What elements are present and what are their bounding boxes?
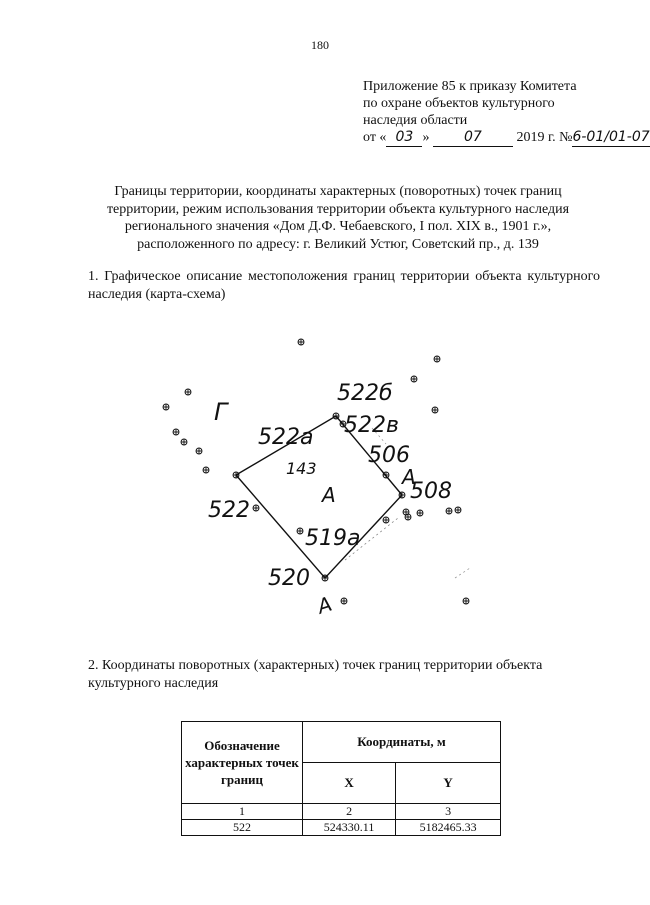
label-143: 143 <box>286 459 317 478</box>
section-1-heading: 1. Графическое описание местоположения границ территории объекта культурного наследия (карта-схема) <box>88 269 600 302</box>
point-marker <box>333 413 339 419</box>
label-letter-a-center: А <box>322 483 336 507</box>
point-marker <box>405 514 411 520</box>
date-year: 2019 г. № <box>516 130 573 145</box>
table-row <box>182 820 501 836</box>
label-520: 520 <box>268 566 310 591</box>
label-508: 508 <box>410 479 452 504</box>
label-letter-a-bottom: А <box>314 591 335 619</box>
point-marker <box>434 356 440 362</box>
boundary-map <box>0 320 640 620</box>
label-letter-a-right: А <box>402 465 416 489</box>
point-marker <box>341 598 347 604</box>
point-marker <box>196 448 202 454</box>
label-506: 506 <box>368 443 410 468</box>
point-marker <box>411 376 417 382</box>
point-marker <box>399 492 405 498</box>
date-day: 03 <box>386 129 422 147</box>
point-marker <box>163 404 169 410</box>
header-y: Y <box>396 763 501 804</box>
point-marker <box>253 505 259 511</box>
header-coordinates: Координаты, м <box>303 722 501 763</box>
appendix-header <box>363 78 650 147</box>
cell-point: 522 <box>182 820 303 836</box>
date-prefix: от « <box>363 130 387 145</box>
label-522a: 522а <box>258 425 314 450</box>
point-marker <box>233 472 239 478</box>
label-522: 522 <box>208 498 250 523</box>
cell-y: 5182465.33 <box>396 820 501 836</box>
point-marker <box>203 467 209 473</box>
point-marker <box>298 339 304 345</box>
cell-x: 524330.11 <box>303 820 396 836</box>
point-marker <box>463 598 469 604</box>
label-519a: 519а <box>305 526 361 551</box>
date-month: 07 <box>433 129 513 147</box>
point-marker <box>297 528 303 534</box>
point-marker <box>432 407 438 413</box>
coordinates-table <box>181 721 501 836</box>
point-marker <box>322 575 328 581</box>
document-title: Границы территории, координаты характерных (поворотных) точек границ территории, режим использования территории объекта культурного наследия регионального значения «Дом Д.Ф. Чебаевского, I пол. XIX в., 1901 г.», расположенного по адресу: г. Великий Устюг, Советский пр., д. 139 <box>106 184 570 252</box>
appendix-line-3: наследия области <box>363 113 468 128</box>
column-number: 2 <box>303 804 396 820</box>
appendix-date-line <box>363 129 650 147</box>
date-mid: » <box>422 130 430 145</box>
label-letter-g: Г <box>214 398 228 426</box>
point-marker <box>185 389 191 395</box>
label-522v: 522в <box>344 413 399 438</box>
point-marker <box>173 429 179 435</box>
point-marker <box>383 472 389 478</box>
point-marker <box>446 508 452 514</box>
order-number: 6-01/01-07 <box>572 129 650 145</box>
point-marker <box>181 439 187 445</box>
column-number: 1 <box>182 804 303 820</box>
section-2-heading: 2. Координаты поворотных (характерных) точек границ территории объекта культурного наследия <box>88 658 543 691</box>
appendix-line-2: по охране объектов культурного <box>363 96 555 111</box>
column-number: 3 <box>396 804 501 820</box>
point-marker <box>417 510 423 516</box>
label-522b: 522б <box>337 381 393 406</box>
page-number: 180 <box>311 38 329 52</box>
header-x: X <box>303 763 396 804</box>
appendix-line-1: Приложение 85 к приказу Комитета <box>363 79 577 94</box>
point-marker <box>455 507 461 513</box>
header-designation: Обозначение характерных точек границ <box>182 722 303 804</box>
dashed-line <box>455 568 470 578</box>
point-marker <box>383 517 389 523</box>
